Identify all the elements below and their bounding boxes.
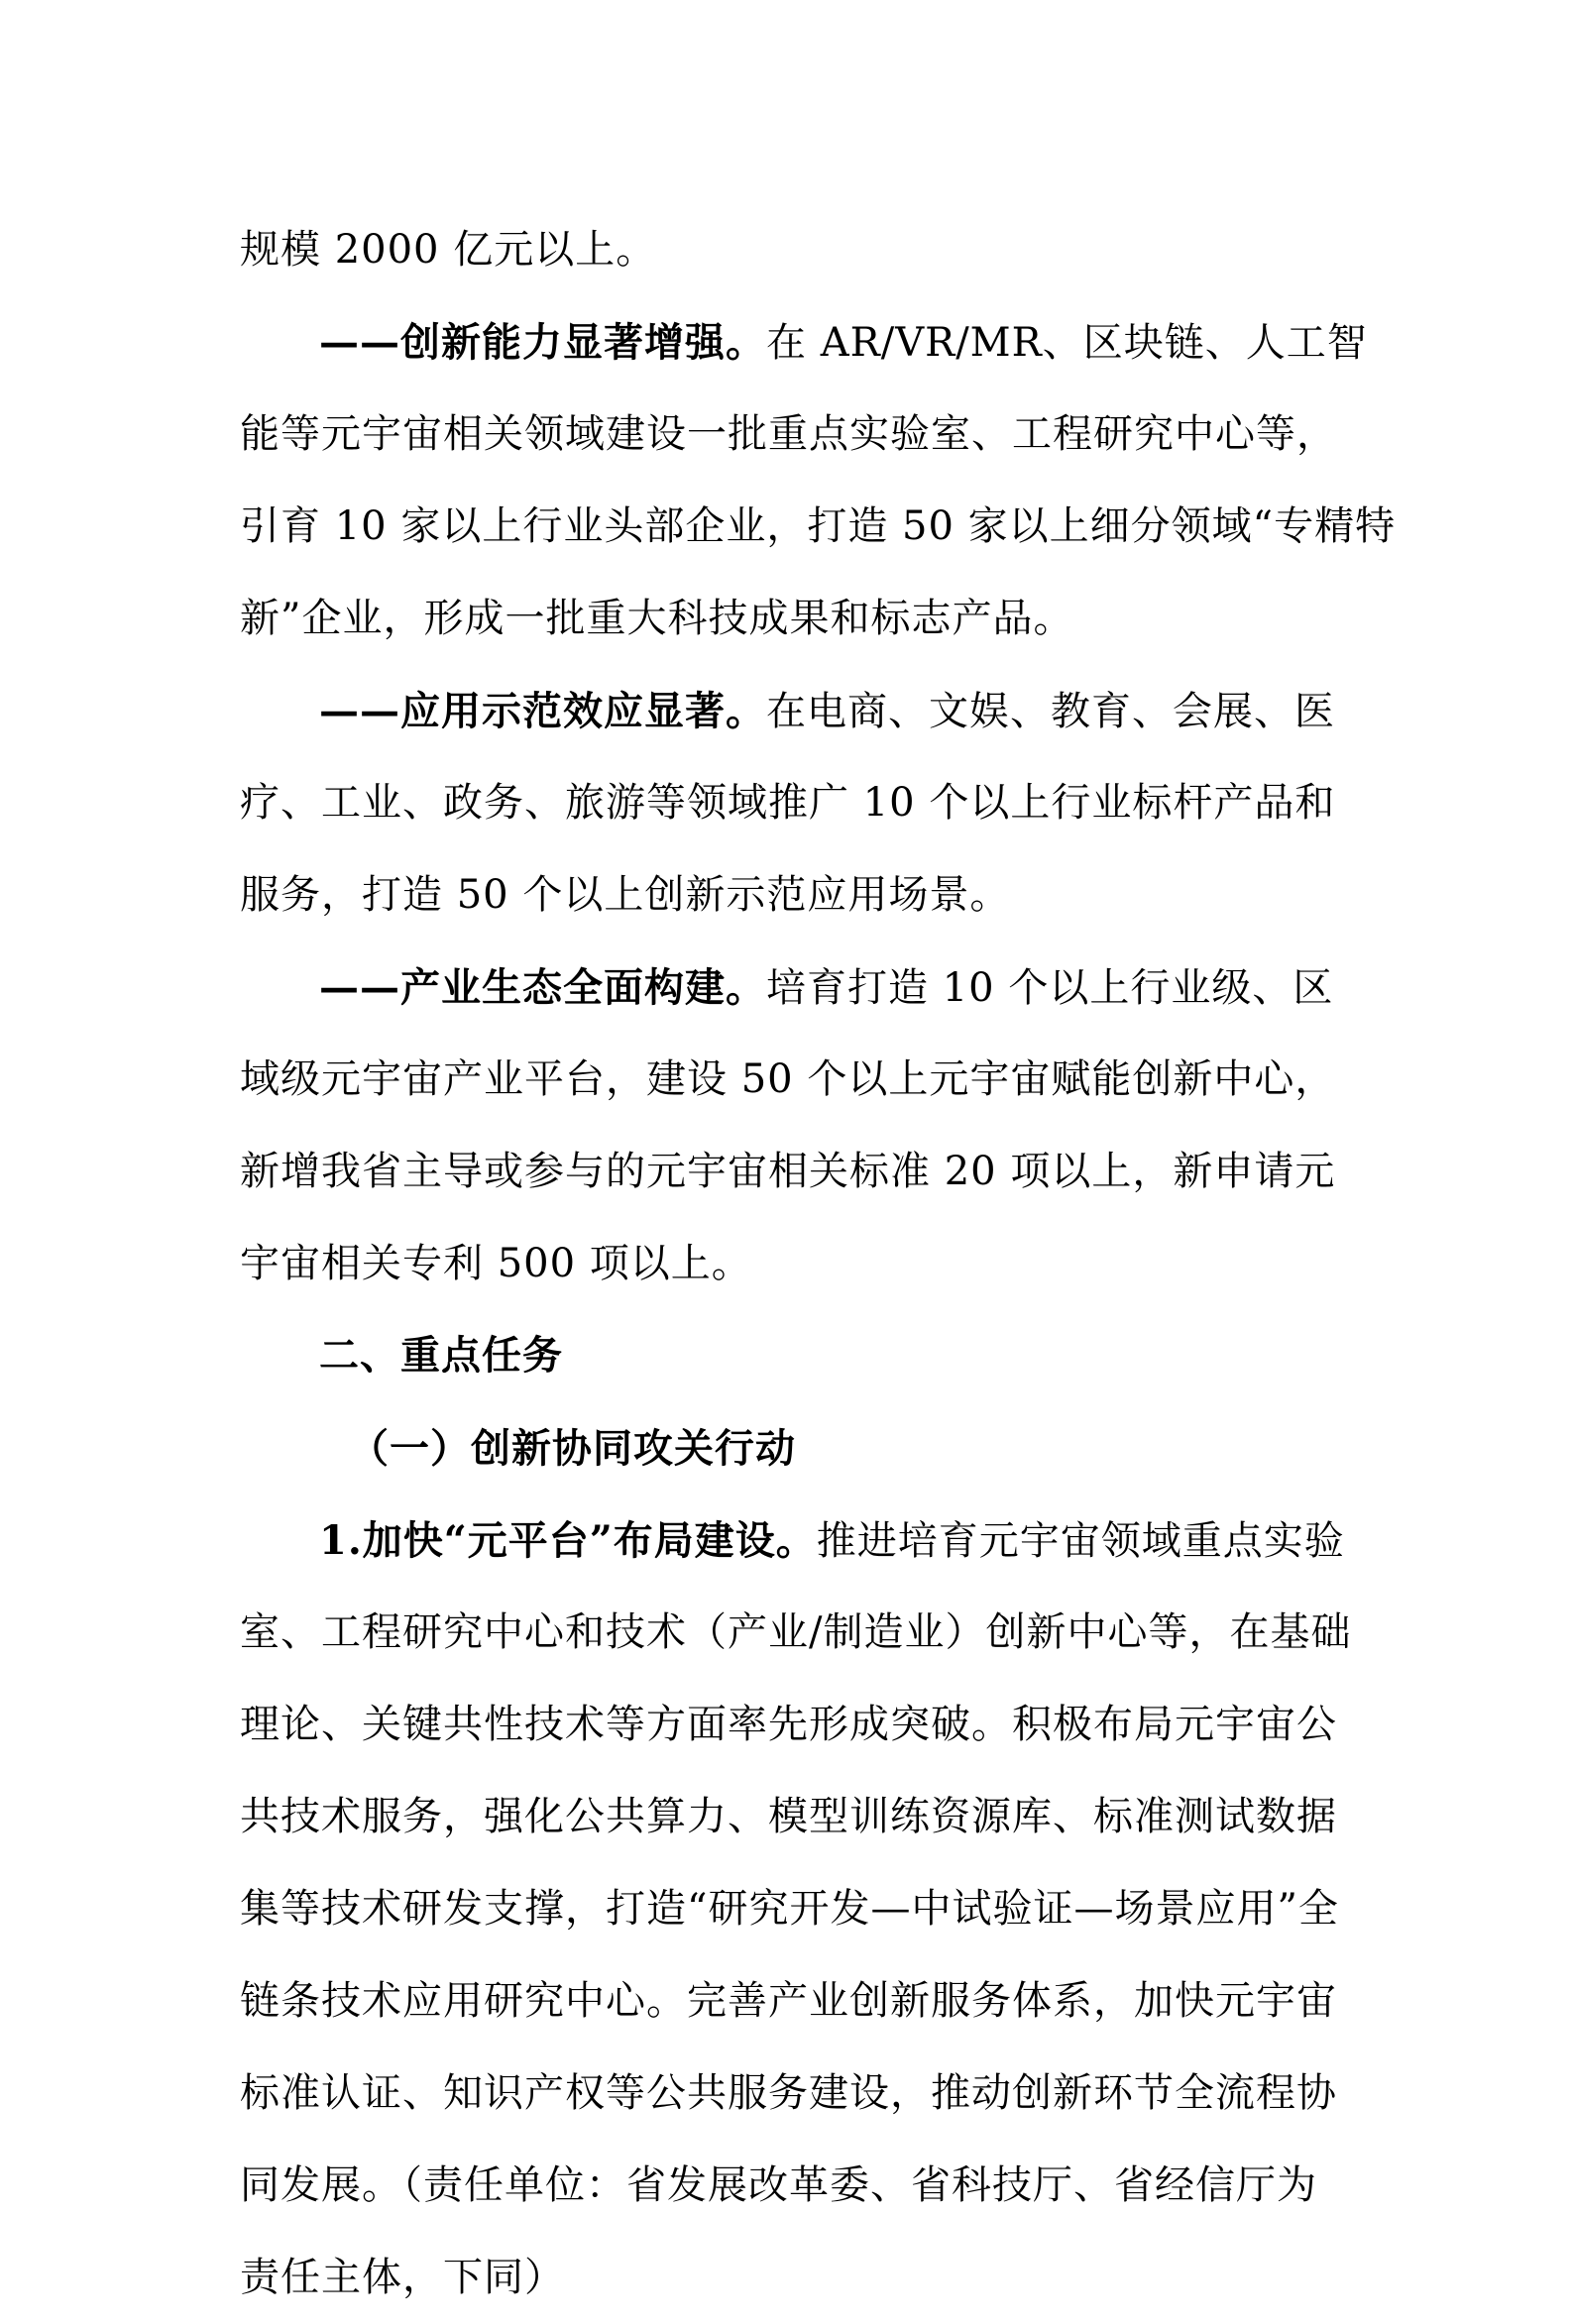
text-line: 宇宙相关专利 500 项以上。 [240, 1241, 752, 1286]
text-line: 链条技术应用研究中心。完善产业创新服务体系，加快元宇宙 [240, 1978, 1337, 2024]
text-line: 新增我省主导或参与的元宇宙相关标准 20 项以上，新申请元 [240, 1149, 1336, 1194]
text-line: 标准认证、知识产权等公共服务建设，推动创新环节全流程协 [240, 2070, 1337, 2116]
section-heading-block [240, 1310, 1336, 1402]
paragraph-application-demo [240, 665, 1336, 941]
section-heading: 二、重点任务 [319, 1333, 563, 1379]
paragraph-lead: 1.加快“元平台”布局建设。 [319, 1517, 817, 1564]
paragraph-lead: ——应用示范效应显著。 [319, 688, 766, 734]
paragraph-meta-platform [240, 1494, 1352, 2324]
text-span: 在 AR/VR/MR、区块链、人工智 [766, 320, 1368, 366]
text-line: 共技术服务，强化公共算力、模型训练资源库、标准测试数据 [240, 1794, 1337, 1839]
text-line: 引育 10 家以上行业头部企业，打造 50 家以上细分领域“专精特 [240, 503, 1397, 549]
text-line [240, 1494, 1345, 1587]
text-line: 新”企业，形成一批重大科技成果和标志产品。 [240, 596, 1074, 641]
text-line: 室、工程研究中心和技术（产业/制造业）创新中心等，在基础 [240, 1609, 1352, 1655]
text-line: 理论、关键共性技术等方面率先形成突破。积极布局元宇宙公 [240, 1702, 1337, 1747]
paragraph-innovation-capacity [240, 296, 1397, 665]
text-line [240, 665, 1336, 757]
text-line [240, 296, 1368, 388]
paragraph-scale-target [240, 204, 1336, 296]
text-line: 疗、工业、政务、旅游等领域推广 10 个以上行业标杆产品和 [240, 780, 1336, 826]
text-line: 规模 2000 亿元以上。 [240, 227, 657, 273]
text-line: 服务，打造 50 个以上创新示范应用场景。 [240, 872, 1011, 918]
text-line [240, 941, 1336, 1034]
sub-heading-block [240, 1402, 1336, 1494]
text-line: 域级元宇宙产业平台，建设 50 个以上元宇宙赋能创新中心， [240, 1056, 1336, 1102]
paragraph-lead: ——创新能力显著增强。 [319, 319, 766, 366]
text-line: 同发展。（责任单位：省发展改革委、省科技厅、省经信厅为 [240, 2162, 1317, 2208]
sub-heading: （一）创新协同攻关行动 [349, 1425, 796, 1472]
text-span: 推进培育元宇宙领域重点实验 [816, 1518, 1345, 1564]
text-line: 能等元宇宙相关领域建设一批重点实验室、工程研究中心等， [240, 411, 1337, 457]
text-span: 在电商、文娱、教育、会展、医 [766, 689, 1335, 734]
text-line: 责任主体，下同） [240, 2255, 565, 2300]
document-page [240, 204, 1397, 2324]
text-line: 集等技术研发支撑，打造“研究开发—中试验证—场景应用”全 [240, 1886, 1339, 1932]
paragraph-lead: ——产业生态全面构建。 [319, 964, 766, 1011]
paragraph-industry-ecosystem [240, 941, 1336, 1310]
text-span: 培育打造 10 个以上行业级、区 [766, 965, 1334, 1011]
